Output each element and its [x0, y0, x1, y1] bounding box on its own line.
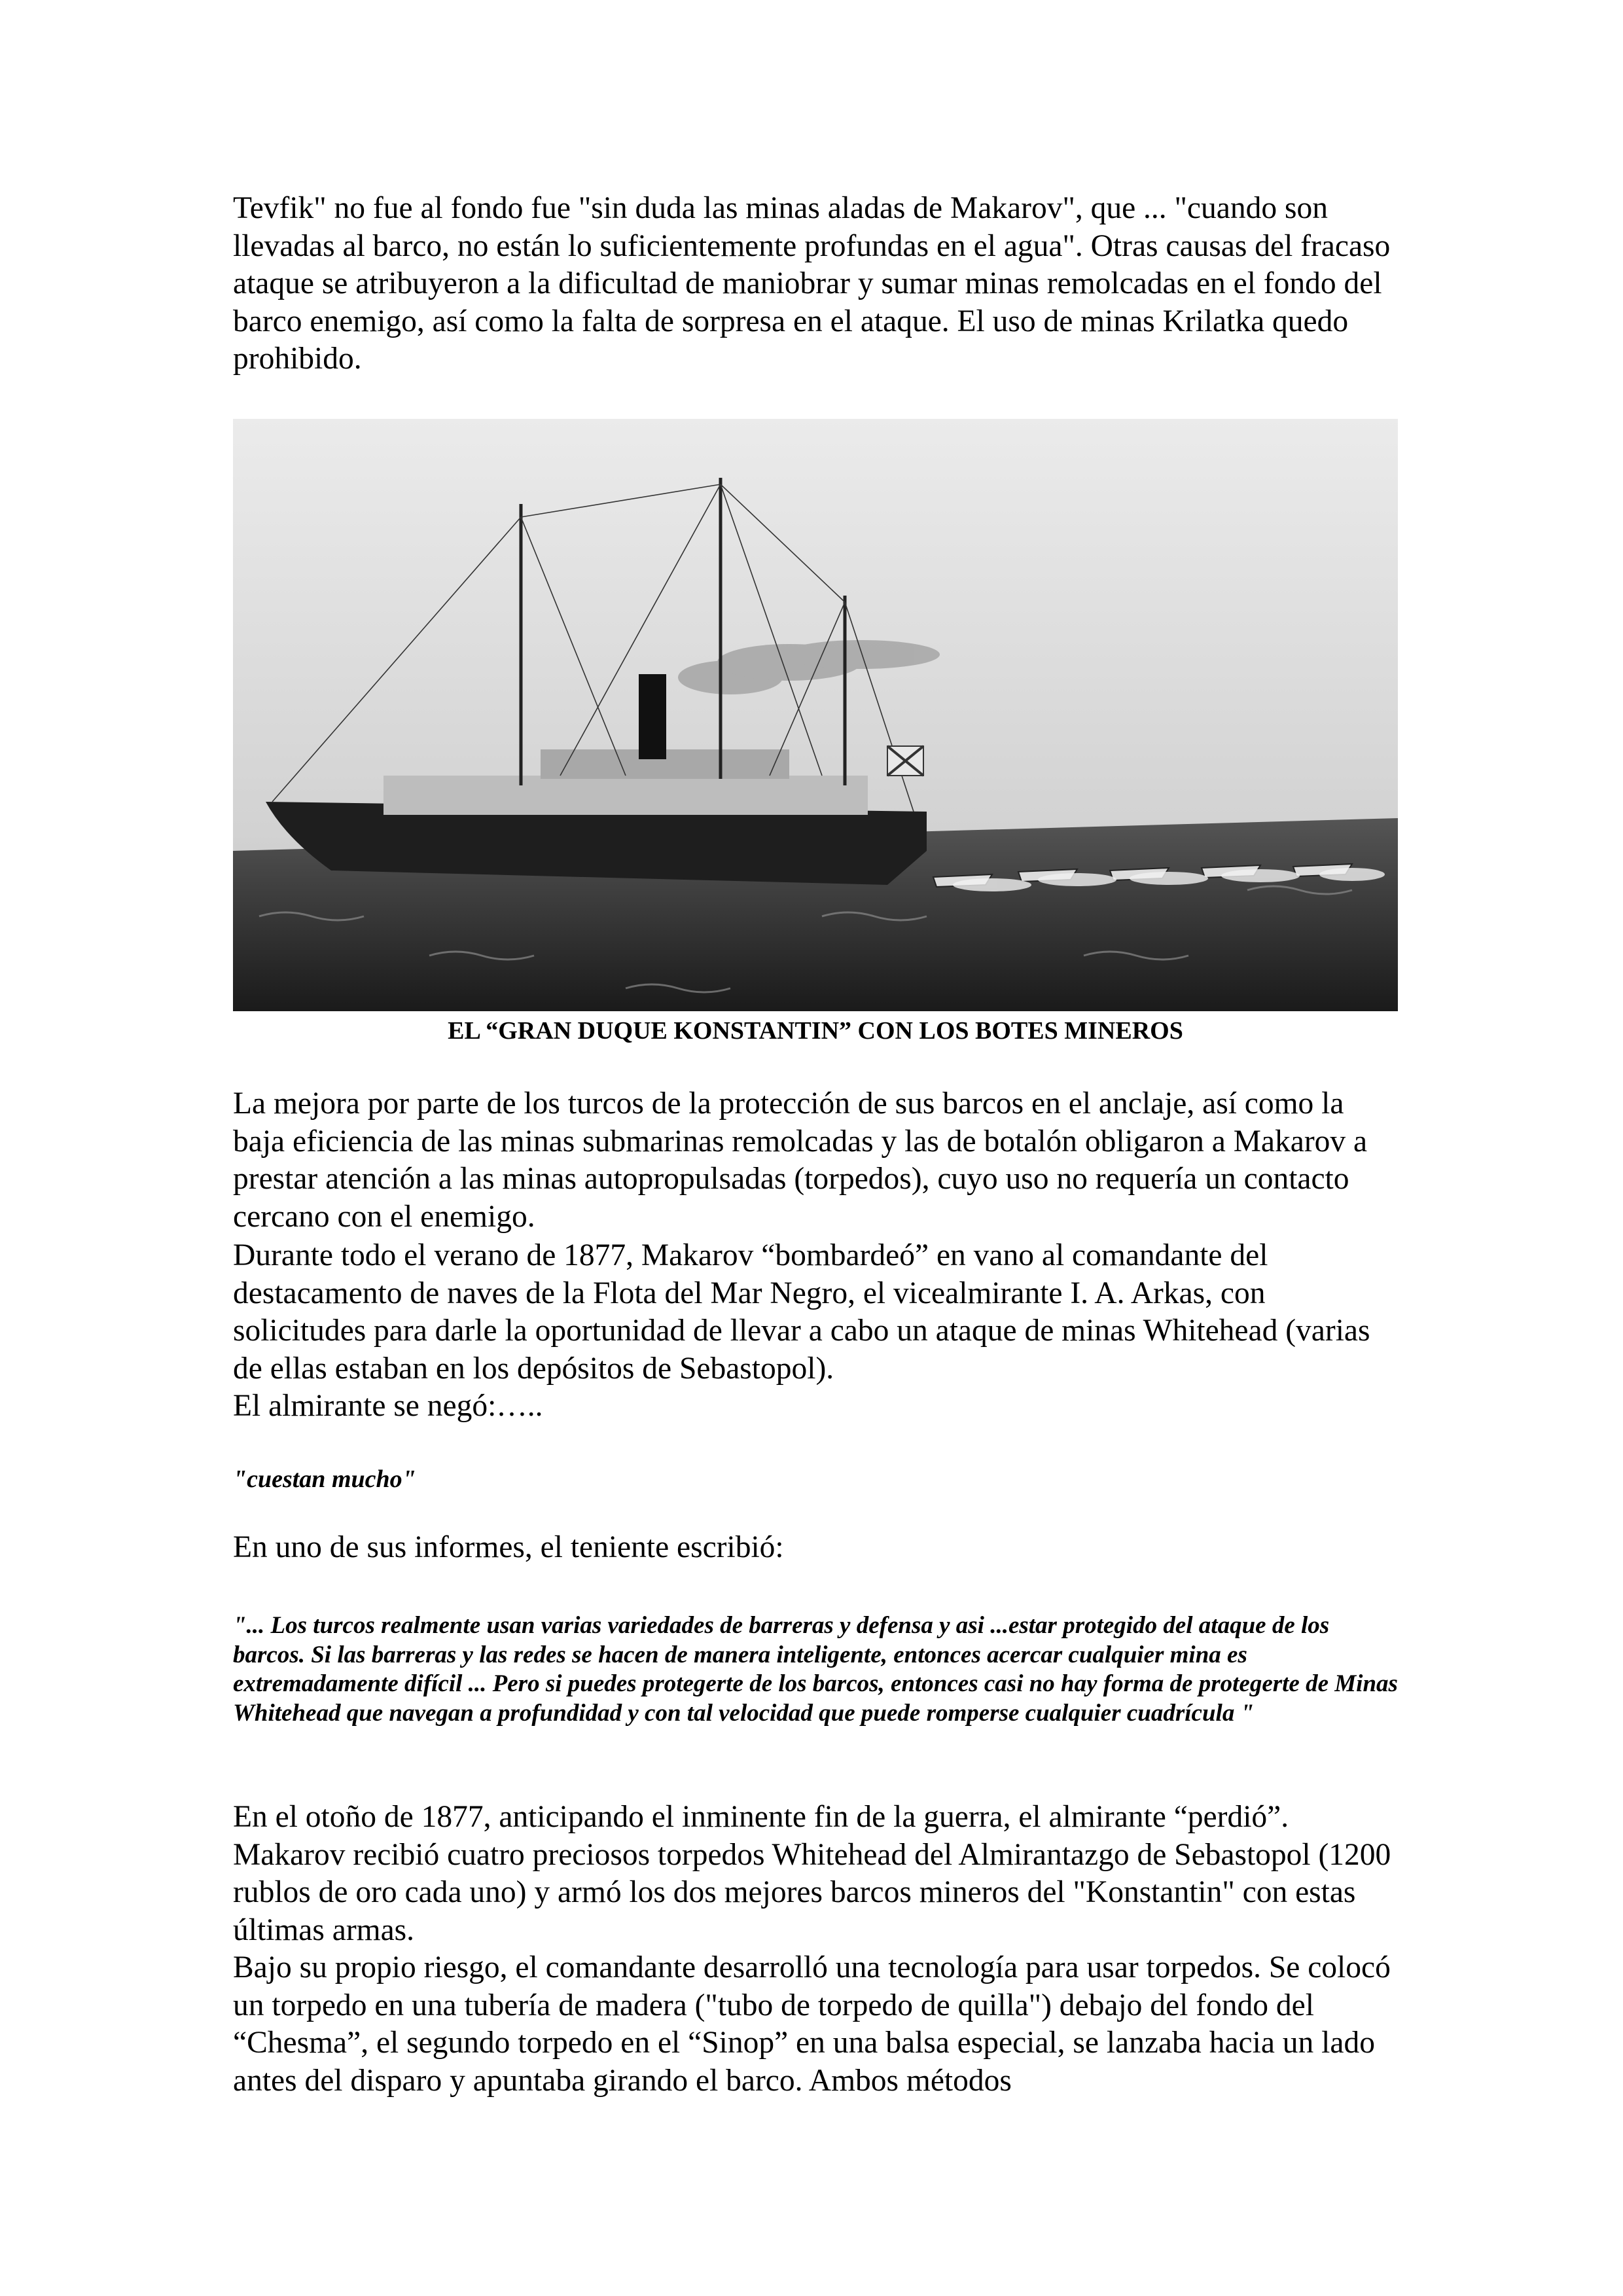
ship-photo: [233, 419, 1398, 1011]
paragraph-6: En el otoño de 1877, anticipando el inminente fin de la guerra, el almirante “perdió”. Makarov recibió cuatro preciosos torpedos Whitehead del Almirantazgo de Sebastopol (1200 rublos de oro cada uno) y armó los dos mejores barcos mineros del "Konstantin" con estas últimas armas.: [233, 1800, 1391, 1947]
paragraph-2: La mejora por parte de los turcos de la protección de sus barcos en el anclaje, así como la baja eficiencia de las minas submarinas remolcadas y las de botalón obligaron a Makarov a prestar atención a las minas autopropulsadas (torpedos), cuyo uso no requería un contacto cercano con el enemigo.: [233, 1086, 1368, 1234]
ship-photo-image: [233, 419, 1398, 1011]
paragraph-5: En uno de sus informes, el teniente escribió:: [233, 1530, 784, 1564]
paragraph-7: Bajo su propio riesgo, el comandante desarrolló una tecnología para usar torpedos. Se colocó un torpedo en una tubería de madera ("tubo de torpedo de quilla") debajo del fondo del “Chesma”, el segundo torpedo en el “Sinop” en una balsa especial, se lanzaba hacia un lado antes del disparo y apuntaba girando el barco. Ambos métodos: [233, 1950, 1391, 2098]
subheading: "cuestan mucho": [233, 1465, 416, 1493]
figure-caption: EL “GRAN DUQUE KONSTANTIN” CON LOS BOTES MINEROS: [448, 1017, 1183, 1045]
quote-block: "... Los turcos realmente usan varias variedades de barreras y defensa y asi ...estar protegido del ataque de los barcos. Si las barreras y las redes se hacen de manera inteligente, entonces acercar cualquier mina es extremadamente difícil ... Pero si puedes protegerte de los barcos, entonces casi no hay forma de protegerte de Minas Whitehead que navegan a profundidad y con tal velocidad que puede romperse cualquier cuadrícula ": [233, 1612, 1398, 1727]
paragraph-3: Durante todo el verano de 1877, Makarov “bombardeó” en vano al comandante del destacamento de naves de la Flota del Mar Negro, el vicealmirante I. A. Arkas, con solicitudes para darle la oportunidad de llevar a cabo un ataque de minas Whitehead (varias de ellas estaban en los depósitos de Sebastopol).: [233, 1238, 1370, 1386]
paragraph-intro: Tevfik" no fue al fondo fue "sin duda las minas aladas de Makarov", que ... "cuando son llevadas al barco, no están lo suficientemente profundas en el agua". Otras causas del fracaso ataque se atribuyeron a la dificultad de maniobrar y sumar minas remolcadas en el fondo del barco enemigo, así como la falta de sorpresa en el ataque. El uso de minas Krilatka quedo prohibido.: [233, 191, 1391, 376]
paragraph-4: El almirante se negó:…..: [233, 1389, 543, 1423]
